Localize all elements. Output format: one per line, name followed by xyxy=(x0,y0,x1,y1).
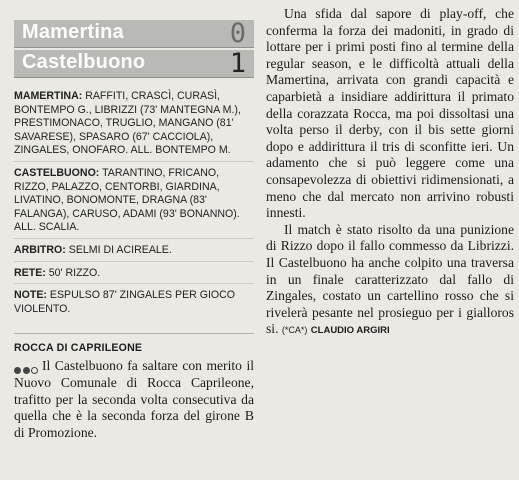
article-kicker: ROCCA DI CAPRILEONE xyxy=(14,342,143,355)
away-team-score: 1 xyxy=(229,48,246,79)
article-paragraph-1: Una sfida dal sapore di play-off, che conferma la forza dei madoniti, in grado di lottare per i primi posti fino al termine della regular season, e le difficoltà attuali della Mamertina, arrivata con grandi capacità e caparbietà a insidiare addirittura il primato della corazzata Rocca, ma poi dissoltasi una volta perso il derby, con il bis sette giorni dopo e addirittura il tris di sconfitte ieri. Un adamento che si può leggere come una consapevolezza di obiettivi ridimensionati, a meno che dal mercato non arrivino robusti innesti. xyxy=(266,6,514,221)
scoreboard-home-row xyxy=(14,20,254,48)
home-team-score: 0 xyxy=(229,18,246,49)
away-team-name: Castelbuono xyxy=(22,51,146,73)
right-article-text xyxy=(266,6,514,340)
away-lineup-players: TARANTINO, FRICANO, RIZZO, PALAZZO, CENTORBI, GIARDINA, LIVATINO, BONOMONTE, DRAGNA (83' FALANGA), CARUSO, ADAMI (93' BONANNO). ALL. SCALIA. xyxy=(14,166,240,234)
notes-label: NOTE: xyxy=(14,289,47,302)
scoreboard-away-row xyxy=(14,50,254,78)
left-column xyxy=(14,0,254,441)
right-column xyxy=(266,0,514,340)
lineups-box xyxy=(14,90,254,319)
article-paragraph-2-body: Il match è stato risolto da una punizione di Rizzo dopo il fallo commesso da Librizzi. Il Castelbuono ha anche colpito una traversa in un finale caratterizzato dal fallo di Zingales, costato un cartellino rosso che si rivelerà pesante nel prosieguo per i gialloros si. xyxy=(266,221,514,337)
author-signature: CLAUDIO ARGIRI xyxy=(310,325,390,337)
referee-line xyxy=(14,244,254,262)
goals-value: 50' RIZZO. xyxy=(48,266,101,279)
notes-line xyxy=(14,289,254,319)
referee-name: SELMI DI ACIREALE. xyxy=(68,243,172,256)
away-lineup xyxy=(14,167,254,239)
bullet-dots-icon xyxy=(14,362,40,371)
away-lineup-label: CASTELBUONO: xyxy=(14,166,100,179)
referee-label: ARBITRO: xyxy=(14,243,66,256)
home-lineup-players: RAFFITI, CRASCÌ, CURASÌ, BONTEMPO G., LIBRIZZI (73' MANTEGNA M.), PRESTIMONACO, TRUGLIO, MANGANO (81' SAVARESE), SPASARO (67' CACCIOLA), ZINGALES, ONOFARO. ALL. BONTEMPO M. xyxy=(14,90,241,157)
article-paragraph-2 xyxy=(266,222,514,340)
signature-note: (*CA*) xyxy=(281,325,308,336)
goals-label: RETE: xyxy=(14,266,46,279)
home-team-name: Mamertina xyxy=(22,21,124,43)
notes-value: ESPULSO 87' ZINGALES PER GIOCO VIOLENTO. xyxy=(14,289,236,315)
left-article-text xyxy=(14,358,254,441)
home-lineup-label: MAMERTINA: xyxy=(14,90,83,102)
section-divider xyxy=(14,333,254,334)
left-article-body: Il Castelbuono fa saltare con merito il Nuovo Comunale di Rocca Caprileone, trafitto per la seconda volta consecutiva da quella che è la seconda forza del girone B di Promozione. xyxy=(14,358,254,440)
home-lineup xyxy=(14,90,254,162)
goals-line xyxy=(14,267,254,285)
